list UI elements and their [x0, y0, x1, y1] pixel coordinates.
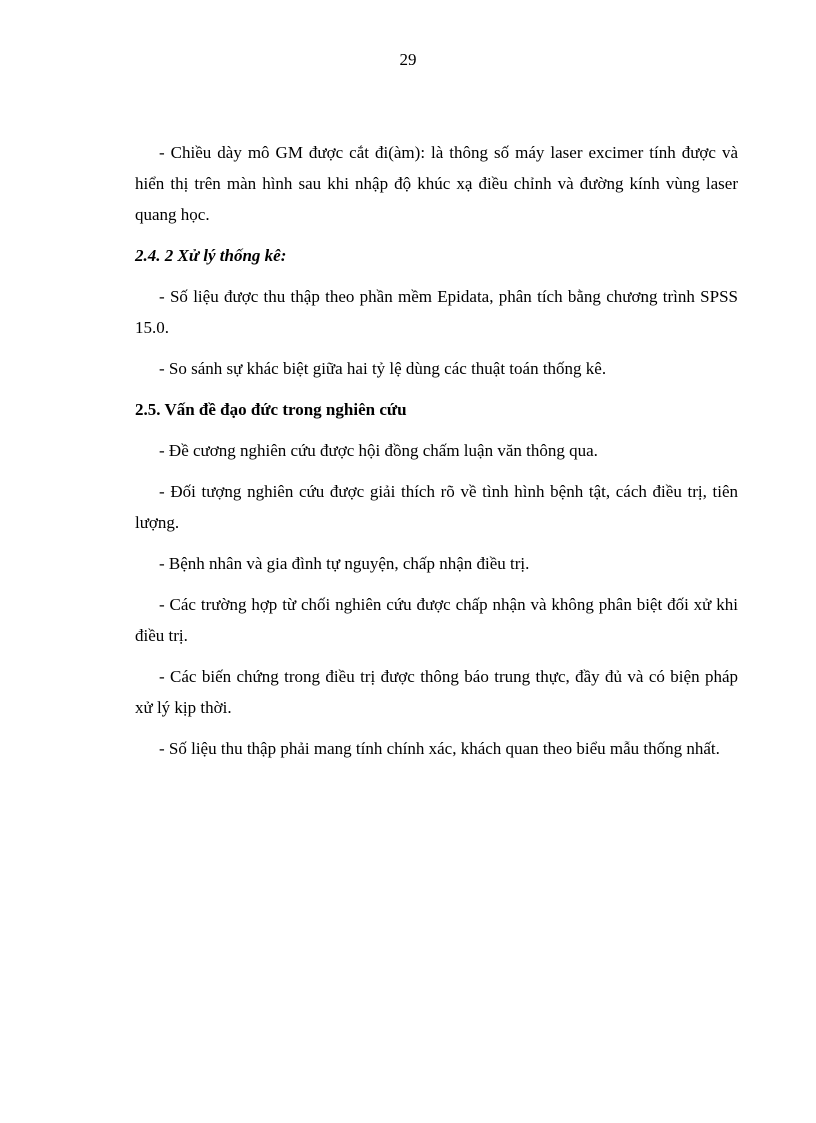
page-body: [135, 137, 738, 764]
paragraph-ethics-complications: - Các biến chứng trong điều trị được thông báo trung thực, đầy đủ và có biện pháp xử lý kịp thời.: [135, 667, 738, 717]
paragraph-ethics-consent: - Bệnh nhân và gia đình tự nguyện, chấp nhận điều trị.: [159, 554, 530, 573]
paragraph-ablation-depth: - Chiều dày mô GM được cắt đi(àm): là thông số máy laser excimer tính được và hiển thị trên màn hình sau khi nhập độ khúc xạ điều chỉnh và đường kính vùng laser quang học.: [135, 143, 738, 224]
paragraph-ethics-refusal: - Các trường hợp từ chối nghiên cứu được chấp nhận và không phân biệt đối xử khi điều trị.: [135, 595, 738, 645]
paragraph-ethics-data-accuracy: - Số liệu thu thập phải mang tính chính xác, khách quan theo biểu mẫu thống nhất.: [159, 739, 720, 758]
section-heading-ethics: 2.5. Vấn đề đạo đức trong nghiên cứu: [135, 400, 407, 419]
paragraph-ethics-explanation: - Đối tượng nghiên cứu được giải thích rõ về tình hình bệnh tật, cách điều trị, tiên lượng.: [135, 482, 738, 532]
paragraph-ethics-approval: - Đề cương nghiên cứu được hội đồng chấm luận văn thông qua.: [159, 441, 598, 460]
page-number: 29: [399, 50, 417, 69]
paragraph-data-collection: - Số liệu được thu thập theo phần mềm Epidata, phân tích bằng chương trình SPSS 15.0.: [135, 287, 738, 337]
section-heading-statistics: 2.4. 2 Xử lý thống kê:: [135, 246, 287, 265]
paragraph-comparison: - So sánh sự khác biệt giữa hai tỷ lệ dùng các thuật toán thống kê.: [159, 359, 607, 378]
